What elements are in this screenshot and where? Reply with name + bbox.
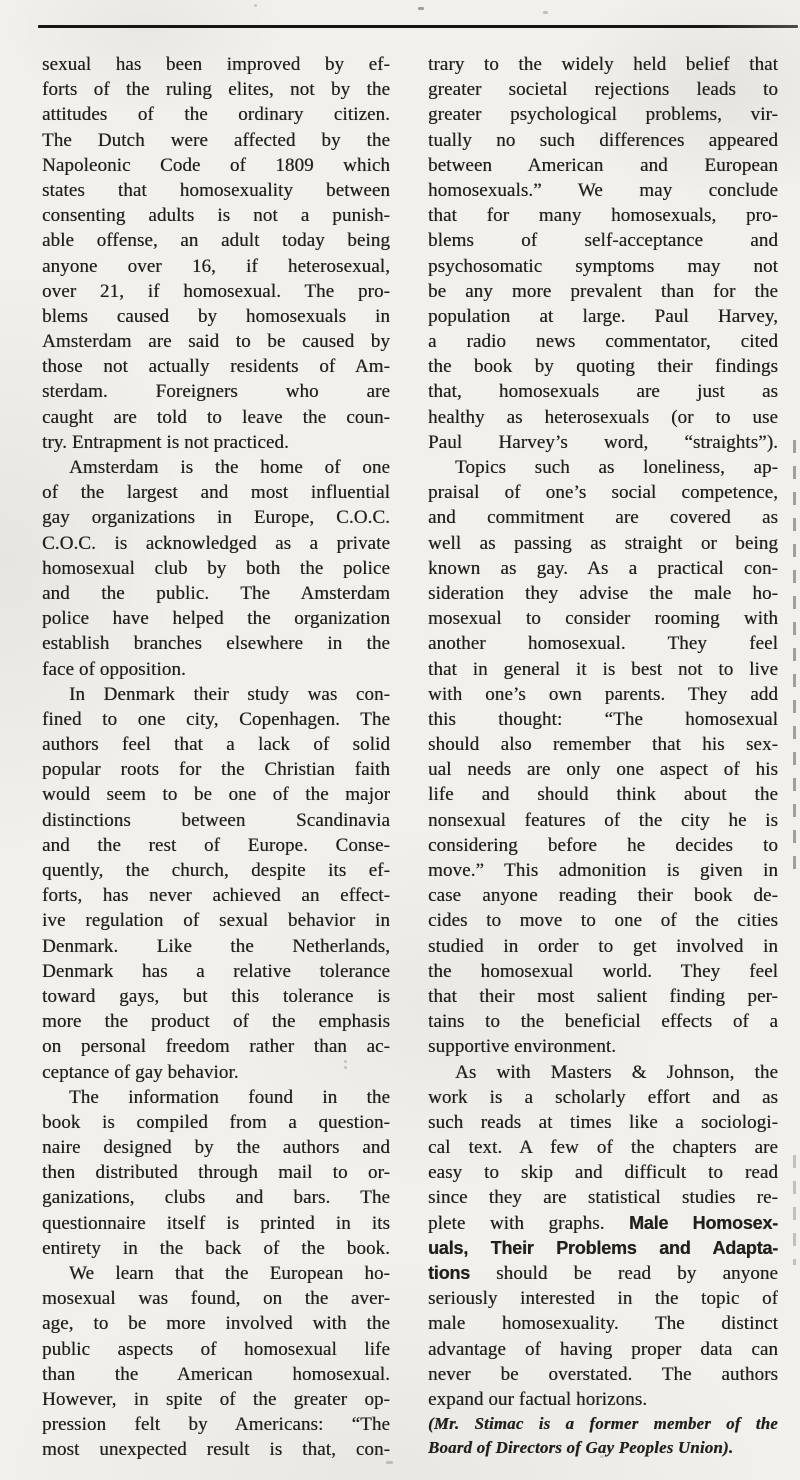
text-line: sideration they advise the male ho- xyxy=(428,582,778,604)
text-line: quently, the church, despite its ef- xyxy=(42,860,390,881)
text-line: and the rest of Europe. Conse- xyxy=(42,834,390,856)
text-line: of the largest and most influential xyxy=(42,482,390,504)
text-line: authors feel that a lack of solid xyxy=(42,734,390,756)
text-line: studied in order to get involved in xyxy=(428,935,778,957)
text-line: blems of self-acceptance and xyxy=(428,230,778,252)
text-line: this thought: “The homosexual xyxy=(428,708,778,730)
text-line: then distributed through mail to or- xyxy=(42,1162,390,1184)
text-line: that in general it is best not to live xyxy=(428,658,778,680)
scan-speck xyxy=(418,7,424,10)
text-line: supportive environment. xyxy=(428,1036,617,1058)
text-line: book is compiled from a question- xyxy=(42,1111,390,1133)
text-line: considering before he decides to xyxy=(428,834,778,856)
text-line: uals, Their Problems and Adapta- xyxy=(428,1237,778,1258)
text-line: than the American homosexual. xyxy=(42,1363,390,1385)
text-line: sterdam. Foreigners who are xyxy=(42,381,390,403)
text-line: popular roots for the Christian faith xyxy=(42,759,390,781)
text-line: expand our factual horizons. xyxy=(428,1388,648,1410)
text-line: age, to be more involved with the xyxy=(42,1313,390,1335)
text-line: most unexpected result is that, con- xyxy=(42,1439,390,1461)
text-line: tains to the beneficial effects of a xyxy=(428,1011,778,1033)
text-line: public aspects of homosexual life xyxy=(42,1338,390,1360)
text-line: fined to one city, Copenhagen. The xyxy=(42,708,390,730)
text-line: that for many homosexuals, pro- xyxy=(428,205,778,227)
text-line: homosexuals.” We may conclude xyxy=(428,179,778,201)
text-line: entirety in the back of the book. xyxy=(42,1237,390,1259)
text-line: pression felt by Americans: “The xyxy=(42,1414,390,1436)
text-line: gay organizations in Europe, C.O.C. xyxy=(42,507,390,529)
text-line: blems caused by homosexuals in xyxy=(42,305,390,327)
text-line: greater psychological problems, vir- xyxy=(428,104,778,126)
text-line: psychosomatic symptoms may not xyxy=(428,255,778,277)
text-line: healthy as heterosexuals (or to use xyxy=(428,406,778,428)
scan-speck xyxy=(344,1060,347,1063)
paragraph xyxy=(42,52,390,455)
paragraph xyxy=(428,455,778,1060)
text-line: and commitment are covered as xyxy=(428,507,778,529)
text-line: states that homosexuality between xyxy=(42,179,390,201)
scan-speck xyxy=(254,4,257,7)
text-line: seriously interested in the topic of xyxy=(428,1288,778,1310)
paragraph xyxy=(428,1060,778,1413)
scan-speck xyxy=(344,1066,347,1069)
text-line: The Dutch were affected by the xyxy=(42,129,390,151)
text-line: Napoleonic Code of 1809 which xyxy=(42,154,390,176)
text-line: forts of the ruling elites, not by the xyxy=(42,79,390,101)
text-line: face of opposition. xyxy=(42,658,186,680)
text-line: Board of Directors of Gay Peoples Union). xyxy=(428,1437,734,1457)
text-line: naire designed by the authors and xyxy=(42,1137,390,1159)
text-line: However, in spite of the greater op- xyxy=(42,1388,390,1410)
attribution-paragraph xyxy=(428,1412,778,1459)
text-line: (Mr. Stimac is a former member of the xyxy=(428,1414,778,1434)
paragraph xyxy=(42,1261,390,1463)
text-column-left xyxy=(42,52,390,1463)
text-line: another homosexual. They feel xyxy=(428,633,778,655)
text-line: more the product of the emphasis xyxy=(42,1011,390,1033)
scan-edge-dashes xyxy=(793,440,796,870)
text-line: cal text. A few of the chapters are xyxy=(428,1137,778,1159)
text-line: ual needs are only one aspect of his xyxy=(428,759,778,781)
text-line: and the public. The Amsterdam xyxy=(42,582,390,604)
text-line: would seem to be one of the major xyxy=(42,784,390,806)
text-line: anyone over 16, if heterosexual, xyxy=(42,255,390,277)
text-line: establish branches elsewhere in the xyxy=(42,633,390,655)
text-line: nonsexual features of the city he is xyxy=(428,809,778,831)
text-line: greater societal rejections leads to xyxy=(428,79,778,101)
paragraph xyxy=(42,1085,390,1261)
top-rule xyxy=(38,25,798,28)
text-line: Amsterdam are said to be caused by xyxy=(42,331,390,353)
text-line: never be overstated. The authors xyxy=(428,1363,778,1385)
text-line: ive regulation of sexual behavior in xyxy=(42,910,390,932)
text-line: work is a scholarly effort and as xyxy=(428,1086,778,1108)
text-line: population at large. Paul Harvey, xyxy=(428,305,778,327)
text-line: The information found in the xyxy=(69,1086,390,1108)
text-line: a radio news commentator, cited xyxy=(428,331,778,353)
text-line: Paul Harvey’s word, “straights”). xyxy=(428,431,778,453)
scan-edge-dashes xyxy=(793,1155,796,1265)
text-line: homosexual club by both the police xyxy=(42,557,390,579)
text-line: attitudes of the ordinary citizen. xyxy=(42,104,390,126)
text-line: Denmark. Like the Netherlands, xyxy=(42,935,390,957)
text-line: those not actually residents of Am- xyxy=(42,356,390,378)
text-line: As with Masters & Johnson, the xyxy=(455,1061,778,1083)
text-line: police have helped the organization xyxy=(42,608,390,630)
text-line: the homosexual world. They feel xyxy=(428,960,778,982)
text-line: try. Entrapment is not practiced. xyxy=(42,431,289,453)
scan-speck xyxy=(600,1455,604,1458)
text-line: tions should be read by anyone xyxy=(428,1263,778,1284)
text-line: Topics such as loneliness, ap- xyxy=(455,457,778,478)
text-line: since they are statistical studies re- xyxy=(428,1187,778,1209)
text-line: well as passing as straight or being xyxy=(428,532,778,554)
text-line: praisal of one’s social competence, xyxy=(428,482,778,504)
text-line: the book by quoting their findings xyxy=(428,356,778,378)
text-line: caught are told to leave the coun- xyxy=(42,406,390,428)
text-line: over 21, if homosexual. The pro- xyxy=(42,280,390,302)
text-line: easy to skip and difficult to read xyxy=(428,1162,778,1184)
text-line: should also remember that his sex- xyxy=(428,734,778,756)
paragraph xyxy=(42,682,390,1085)
scan-speck xyxy=(386,1461,393,1464)
text-line: be any more prevalent than for the xyxy=(428,280,778,302)
text-line: toward gays, but this tolerance is xyxy=(42,985,390,1007)
text-line: such reads at times like a sociologi- xyxy=(428,1111,778,1133)
text-line: We learn that the European ho- xyxy=(69,1263,390,1284)
text-line: life and should think about the xyxy=(428,784,778,806)
text-line: mosexual was found, on the aver- xyxy=(42,1288,390,1310)
text-line: sexual has been improved by ef- xyxy=(42,54,390,75)
text-line: forts, has never achieved an effect- xyxy=(42,885,390,907)
text-line: that their most salient finding per- xyxy=(428,985,778,1007)
text-line: distinctions between Scandinavia xyxy=(42,809,390,831)
text-line: able offense, an adult today being xyxy=(42,230,390,252)
text-line: that, homosexuals are just as xyxy=(428,381,778,403)
text-line: questionnaire itself is printed in its xyxy=(42,1212,390,1234)
paragraph xyxy=(428,52,778,455)
text-line: on personal freedom rather than ac- xyxy=(42,1036,390,1058)
text-line: Amsterdam is the home of one xyxy=(69,457,390,478)
text-line: advantage of having proper data can xyxy=(428,1338,778,1360)
text-line: ceptance of gay behavior. xyxy=(42,1061,239,1083)
text-line: Denmark has a relative tolerance xyxy=(42,960,390,982)
text-line: case anyone reading their book de- xyxy=(428,885,778,907)
text-line: known as gay. As a practical con- xyxy=(428,557,778,579)
text-line: move.” This admonition is given in xyxy=(428,860,778,881)
text-line: cides to move to one of the cities xyxy=(428,910,778,932)
text-line: In Denmark their study was con- xyxy=(69,683,390,705)
text-line: between American and European xyxy=(428,154,778,176)
text-line: ganizations, clubs and bars. The xyxy=(42,1187,390,1209)
text-line: with one’s own parents. They add xyxy=(428,683,778,705)
text-column-right xyxy=(428,52,778,1459)
scan-speck xyxy=(543,11,548,14)
text-line: plete with graphs. Male Homosex- xyxy=(428,1212,778,1234)
text-line: male homosexuality. The distinct xyxy=(428,1313,778,1335)
text-line: trary to the widely held belief that xyxy=(428,54,778,75)
text-line: tually no such differences appeared xyxy=(428,129,778,151)
text-line: C.O.C. is acknowledged as a private xyxy=(42,532,390,554)
paragraph xyxy=(42,455,390,682)
text-line: consenting adults is not a punish- xyxy=(42,205,390,227)
text-line: mosexual to consider rooming with xyxy=(428,608,778,630)
